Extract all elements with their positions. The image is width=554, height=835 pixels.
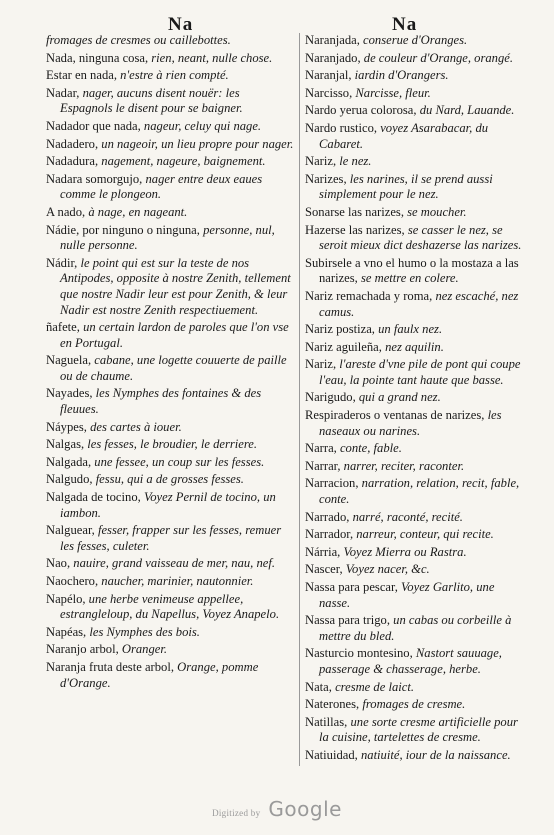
entry-headword: Nariz postiza,: [305, 322, 375, 337]
dictionary-entry: [305, 103, 527, 119]
entry-headword: Nalguear,: [46, 523, 95, 538]
entry-translation: des cartes à iouer.: [90, 419, 182, 434]
dictionary-entry: [46, 154, 294, 170]
entry-translation: Voyez nacer, &c.: [345, 562, 430, 577]
entry-headword: Narrador,: [305, 527, 354, 542]
entry-translation: nageur, celuy qui nage.: [143, 118, 262, 133]
entry-headword: Nassa para trigo,: [305, 613, 390, 628]
entry-headword: Narcisso,: [305, 85, 353, 100]
entry-headword: Nadador que nada,: [46, 118, 141, 133]
entry-headword: Narracion,: [305, 476, 359, 491]
entry-headword: Nárria,: [305, 544, 341, 559]
entry-translation: le point qui est sur la teste de nos Antipodes, opposite à nostre Zenith, tellement que nostre Nadir leur est pour Zenith, & leur Nadir est nostre Zenith respectiuement.: [60, 255, 291, 317]
dictionary-entry: [305, 510, 527, 526]
dictionary-entry: [305, 562, 527, 578]
dictionary-entry: [46, 556, 294, 572]
entry-translation: les narines, il se prend aussi simplement pour le nez.: [319, 171, 493, 202]
dictionary-entry: [305, 697, 527, 713]
dictionary-entry: [46, 33, 294, 49]
entry-translation: Narcisse, fleur.: [355, 85, 431, 100]
entry-headword: Nada, ninguna cosa,: [46, 50, 149, 65]
dictionary-entry: [46, 386, 294, 417]
entry-headword: Nadara somorgujo,: [46, 171, 143, 186]
entry-translation: narrer, reciter, raconter.: [343, 458, 465, 473]
entry-headword: Nadadura,: [46, 154, 99, 169]
entry-translation: narration, relation, recit, fable, conte.: [319, 476, 520, 507]
dictionary-entry: [305, 715, 527, 746]
dictionary-entry: [46, 490, 294, 521]
entry-translation: une fessee, un coup sur les fesses.: [94, 454, 265, 469]
entry-translation: cresme de laict.: [335, 679, 414, 694]
entry-translation: fessu, qui a de grosses fesses.: [95, 472, 244, 487]
dictionary-entry: [305, 340, 527, 356]
entry-headword: Naranjo arbol,: [46, 642, 119, 657]
dictionary-entry: [46, 472, 294, 488]
entry-translation: les Nymphes des fontaines & des fleuues.: [60, 386, 262, 417]
dictionary-entry: [46, 223, 294, 254]
dictionary-entry: [305, 646, 527, 677]
entry-headword: Naguela,: [46, 353, 92, 368]
dictionary-entry: [305, 357, 527, 388]
entry-translation: une herbe venimeuse appellee, estrangleloup, du Napellus, Voyez Anapelo.: [60, 591, 280, 622]
right-running-head: Na: [392, 14, 418, 35]
dictionary-entry: [46, 205, 294, 221]
entry-translation: un faulx nez.: [378, 322, 443, 337]
entry-headword: Nalgudo,: [46, 472, 93, 487]
entry-translation: Orange, pomme d'Orange.: [60, 659, 259, 690]
entry-translation: nager, aucuns disent nouër: les Espagnols le disent pour se baigner.: [60, 85, 243, 116]
entry-translation: une sorte cresme artificielle pour la cuisine, tartelettes de cresme.: [319, 714, 518, 745]
entry-translation: de couleur d'Orange, orangé.: [363, 50, 514, 65]
entry-headword: Naranjada,: [305, 33, 360, 47]
entry-translation: Voyez Pernil de tocino, un iambon.: [60, 490, 276, 520]
entry-translation: fromages de cresmes ou caillebottes.: [46, 33, 231, 47]
entry-translation: natiuité, iour de la naissance.: [360, 747, 511, 762]
entry-headword: Nao,: [46, 556, 71, 571]
entry-translation: Oranger.: [121, 642, 168, 657]
entry-translation: narré, raconté, recité.: [352, 509, 463, 524]
dictionary-entry: [305, 527, 527, 543]
entry-headword: Naranjal,: [305, 68, 352, 83]
digitization-footer: [0, 797, 554, 821]
entry-translation: voyez Asarabacar, du Cabaret.: [319, 120, 489, 151]
dictionary-entry: [46, 51, 294, 67]
left-running-head: Na: [168, 14, 194, 35]
entry-translation: nez aquilin.: [385, 339, 444, 354]
entry-headword: Nata,: [305, 679, 332, 694]
entry-headword: Hazerse las narizes,: [305, 222, 405, 237]
entry-translation: cabane, une logette couuerte de paille ou de chaume.: [60, 353, 287, 383]
entry-headword: Narrado,: [305, 509, 350, 524]
entry-translation: rien, neant, nulle chose.: [151, 50, 273, 65]
entry-translation: se mettre en colere.: [360, 271, 459, 286]
entry-translation: personne, nul, nulle personne.: [60, 222, 275, 253]
entry-headword: Nariz aguileña,: [305, 339, 382, 354]
entry-headword: Náypes,: [46, 419, 87, 434]
dictionary-entry: [305, 441, 527, 457]
entry-headword: ñafete,: [46, 320, 80, 335]
dictionary-entry: [46, 523, 294, 554]
dictionary-entry: [305, 322, 527, 338]
dictionary-entry: [305, 68, 527, 84]
entry-translation: les naseaux ou narines.: [319, 408, 502, 438]
dictionary-entry: [46, 320, 294, 351]
entry-translation: se casser le nez, se seroit mieux dict deshazerse las narizes.: [319, 222, 522, 253]
entry-headword: Nasturcio montesino,: [305, 646, 413, 661]
entry-translation: fesser, frapper sur les fesses, remuer les fesses, culeter.: [60, 523, 282, 553]
dictionary-entry: [305, 51, 527, 67]
entry-translation: se moucher.: [407, 204, 467, 219]
dictionary-entry: [46, 642, 294, 658]
right-column: [305, 33, 527, 766]
entry-headword: Nayades,: [46, 386, 93, 401]
entry-headword: Nardo yerua colorosa,: [305, 103, 417, 118]
entry-headword: Nalgas,: [46, 437, 85, 452]
entry-translation: les Nymphes des bois.: [89, 624, 200, 639]
dictionary-entry: [46, 592, 294, 623]
dictionary-entry: [305, 172, 527, 203]
entry-headword: A nado,: [46, 204, 86, 219]
dictionary-entry: [305, 154, 527, 170]
entry-headword: Nariz,: [305, 154, 337, 169]
dictionary-entry: [305, 121, 527, 152]
entry-translation: Nastort sauuage, passerage & chasserage, herbe.: [319, 646, 502, 676]
entry-translation: un certain lardon de paroles que l'on vse en Portugal.: [60, 320, 289, 350]
entry-translation: les fesses, le broudier, le derriere.: [87, 437, 258, 452]
dictionary-entry: [46, 119, 294, 135]
entry-translation: un nageoir, un lieu propre pour nager.: [101, 136, 294, 151]
entry-translation: Voyez Mierra ou Rastra.: [343, 544, 467, 559]
digitized-by-label: Digitized by: [212, 808, 261, 818]
dictionary-entry: [305, 289, 527, 320]
dictionary-entry: [305, 748, 527, 764]
entry-headword: Naranja fruta deste arbol,: [46, 659, 174, 674]
entry-headword: Nalgada de tocino,: [46, 490, 141, 505]
dictionary-entry: [305, 459, 527, 475]
dictionary-entry: [305, 408, 527, 439]
entry-headword: Narrar,: [305, 458, 341, 473]
dictionary-entry: [305, 613, 527, 644]
dictionary-entry: [305, 680, 527, 696]
entry-translation: nager entre deux eaues comme le plongeon.: [60, 171, 263, 202]
dictionary-entry: [305, 476, 527, 507]
entry-headword: Nariz remachada y roma,: [305, 288, 433, 303]
entry-translation: conte, fable.: [339, 441, 402, 456]
entry-headword: Nalgada,: [46, 454, 92, 469]
entry-translation: le nez.: [339, 154, 372, 169]
dictionary-entry: [305, 205, 527, 221]
entry-headword: Nascer,: [305, 562, 343, 577]
dictionary-entry: [46, 353, 294, 384]
entry-headword: Naochero,: [46, 574, 99, 588]
entry-translation: à nage, en nageant.: [88, 204, 188, 219]
entry-headword: Narigudo,: [305, 390, 356, 405]
entry-translation: nagement, nageure, baignement.: [101, 154, 266, 169]
dictionary-entry: [305, 86, 527, 102]
google-logo: Google: [268, 797, 342, 821]
entry-headword: Nádie, por ninguno o ninguna,: [46, 222, 200, 237]
dictionary-entry: [46, 420, 294, 436]
entry-headword: Napélo,: [46, 591, 86, 606]
dictionary-entry: [46, 86, 294, 117]
entry-translation: iardin d'Orangers.: [354, 68, 449, 83]
entry-headword: Estar en nada,: [46, 68, 117, 83]
dictionary-entry: [46, 660, 294, 691]
dictionary-entry: [305, 390, 527, 406]
entry-headword: Subirsele a vno el humo o la mostaza a las narizes,: [305, 255, 519, 286]
entry-headword: Narra,: [305, 441, 337, 456]
entry-headword: Nardo rustico,: [305, 120, 378, 135]
entry-headword: Narizes,: [305, 171, 347, 186]
dictionary-entry: [305, 545, 527, 561]
entry-translation: conserue d'Oranges.: [363, 33, 468, 47]
entry-headword: Sonarse las narizes,: [305, 204, 404, 219]
dictionary-entry: [46, 574, 294, 590]
dictionary-entry: [46, 437, 294, 453]
entry-headword: Nadar,: [46, 85, 80, 100]
entry-translation: un cabas ou corbeille à mettre du bled.: [319, 613, 512, 643]
dictionary-entry: [46, 625, 294, 641]
entry-headword: Nariz,: [305, 357, 337, 372]
entry-translation: n'estre à rien compté.: [120, 68, 229, 83]
dictionary-entry: [305, 223, 527, 254]
entry-headword: Napéas,: [46, 624, 87, 639]
entry-translation: Voyez Garlito, une nasse.: [319, 580, 495, 610]
entry-translation: fromages de cresme.: [362, 697, 466, 712]
entry-headword: Natillas,: [305, 714, 348, 729]
dictionary-entry: [46, 68, 294, 84]
entry-headword: Nadadero,: [46, 136, 99, 151]
dictionary-entry: [46, 172, 294, 203]
dictionary-entry: [305, 256, 527, 287]
entry-headword: Nassa para pescar,: [305, 580, 398, 594]
dictionary-entry: [305, 580, 527, 611]
dictionary-entry: [46, 137, 294, 153]
entry-translation: narreur, conteur, qui recite.: [356, 527, 494, 542]
dictionary-entry: [46, 455, 294, 471]
left-column: [46, 33, 294, 693]
entry-headword: Nádir,: [46, 255, 78, 270]
entry-headword: Naterones,: [305, 697, 360, 712]
entry-translation: du Nard, Lauande.: [419, 103, 515, 118]
entry-translation: nez escaché, nez camus.: [319, 288, 519, 319]
entry-headword: Naranjado,: [305, 50, 361, 65]
entry-headword: Respiraderos o ventanas de narizes,: [305, 408, 485, 423]
entry-headword: Natiuidad,: [305, 747, 358, 762]
entry-translation: naucher, marinier, nautonnier.: [101, 574, 254, 588]
dictionary-entry: [46, 256, 294, 318]
dictionary-entry: [305, 33, 527, 49]
entry-translation: nauire, grand vaisseau de mer, nau, nef.: [73, 556, 276, 571]
entry-translation: l'areste d'vne pile de pont qui coupe l'eau, la pointe tant haute que basse.: [319, 357, 521, 387]
entry-translation: qui a grand nez.: [358, 390, 441, 405]
